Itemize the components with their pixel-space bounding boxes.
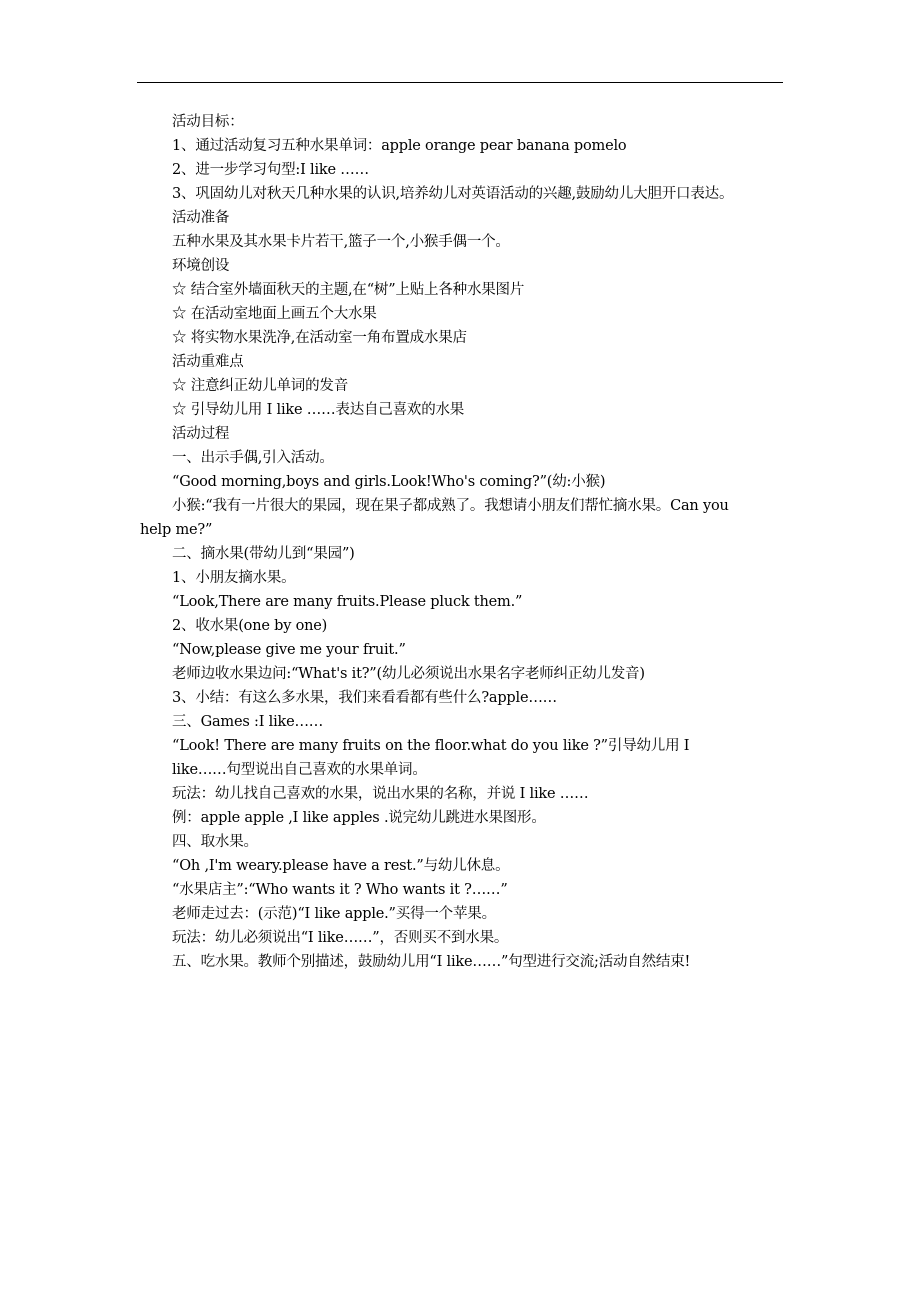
paragraph-line: like……句型说出自己喜欢的水果单词。	[172, 762, 427, 778]
process-step-5-heading: 五、吃水果。教师个别描述，鼓励幼儿用“I like……”句型进行交流;活动自然结束!	[172, 954, 691, 970]
paragraph-line: 老师走过去：(示范)“I like apple.”买得一个苹果。	[172, 906, 496, 922]
section-heading-key-points: 活动重难点	[172, 354, 244, 370]
section-heading-process: 活动过程	[172, 426, 230, 442]
goal-item-3: 3、巩固幼儿对秋天几种水果的认识,培养幼儿对英语活动的兴趣,鼓励幼儿大胆开口表达。	[172, 186, 734, 202]
goal-item-2: 2、进一步学习句型:I like ……	[172, 162, 369, 178]
paragraph-line: 小猴:“我有一片很大的果园，现在果子都成熟了。我想请小朋友们帮忙摘水果。Can you	[172, 498, 729, 514]
paragraph-line: “Now,please give me your fruit.”	[172, 642, 406, 658]
process-step-3-heading: 三、Games :I like……	[172, 714, 324, 730]
paragraph-line: 玩法：幼儿必须说出“I like……”，否则买不到水果。	[172, 930, 509, 946]
preparation-text: 五种水果及其水果卡片若干,篮子一个,小猴手偶一个。	[172, 234, 510, 250]
paragraph-line: 2、收水果(one by one)	[172, 618, 328, 634]
paragraph-line: 1、小朋友摘水果。	[172, 570, 296, 586]
environment-item-2: ☆ 在活动室地面上画五个大水果	[172, 306, 377, 322]
process-step-1-heading: 一、出示手偶,引入活动。	[172, 450, 334, 466]
section-heading-goals: 活动目标：	[172, 114, 244, 130]
section-heading-environment: 环境创设	[172, 258, 230, 274]
section-heading-preparation: 活动准备	[172, 210, 230, 226]
header-rule	[137, 82, 783, 83]
paragraph-line: 老师边收水果边问:“What's it?”(幼儿必须说出水果名字老师纠正幼儿发音)	[172, 666, 645, 682]
paragraph-line: “Look,There are many fruits.Please pluck them.”	[172, 594, 523, 610]
paragraph-line: 玩法：幼儿找自己喜欢的水果，说出水果的名称，并说 I like ……	[172, 786, 589, 802]
environment-item-1: ☆ 结合室外墙面秋天的主题,在“树”上贴上各种水果图片	[172, 282, 525, 298]
document-body	[140, 110, 800, 974]
paragraph-line: “Oh ,I'm weary.please have a rest.”与幼儿休息。	[172, 858, 510, 874]
process-step-2-heading: 二、摘水果(带幼儿到“果园”)	[172, 546, 355, 562]
key-point-item-2: ☆ 引导幼儿用 I like ……表达自己喜欢的水果	[172, 402, 465, 418]
paragraph-line-continuation: help me?”	[140, 522, 213, 538]
paragraph-line: “水果店主”:“Who wants it ? Who wants it ?……”	[172, 882, 508, 898]
key-point-item-1: ☆ 注意纠正幼儿单词的发音	[172, 378, 349, 394]
goal-item-1: 1、通过活动复习五种水果单词：apple orange pear banana pomelo	[172, 138, 627, 154]
paragraph-line: 3、小结：有这么多水果，我们来看看都有些什么?apple……	[172, 690, 557, 706]
process-step-4-heading: 四、取水果。	[172, 834, 258, 850]
paragraph-line: “Look! There are many fruits on the floor.what do you like ?”引导幼儿用 I	[172, 738, 690, 754]
environment-item-3: ☆ 将实物水果洗净,在活动室一角布置成水果店	[172, 330, 467, 346]
paragraph-line: “Good morning,boys and girls.Look!Who's coming?”(幼:小猴)	[172, 474, 606, 490]
paragraph-line: 例：apple apple ,I like apples .说完幼儿跳进水果图形。	[172, 810, 546, 826]
